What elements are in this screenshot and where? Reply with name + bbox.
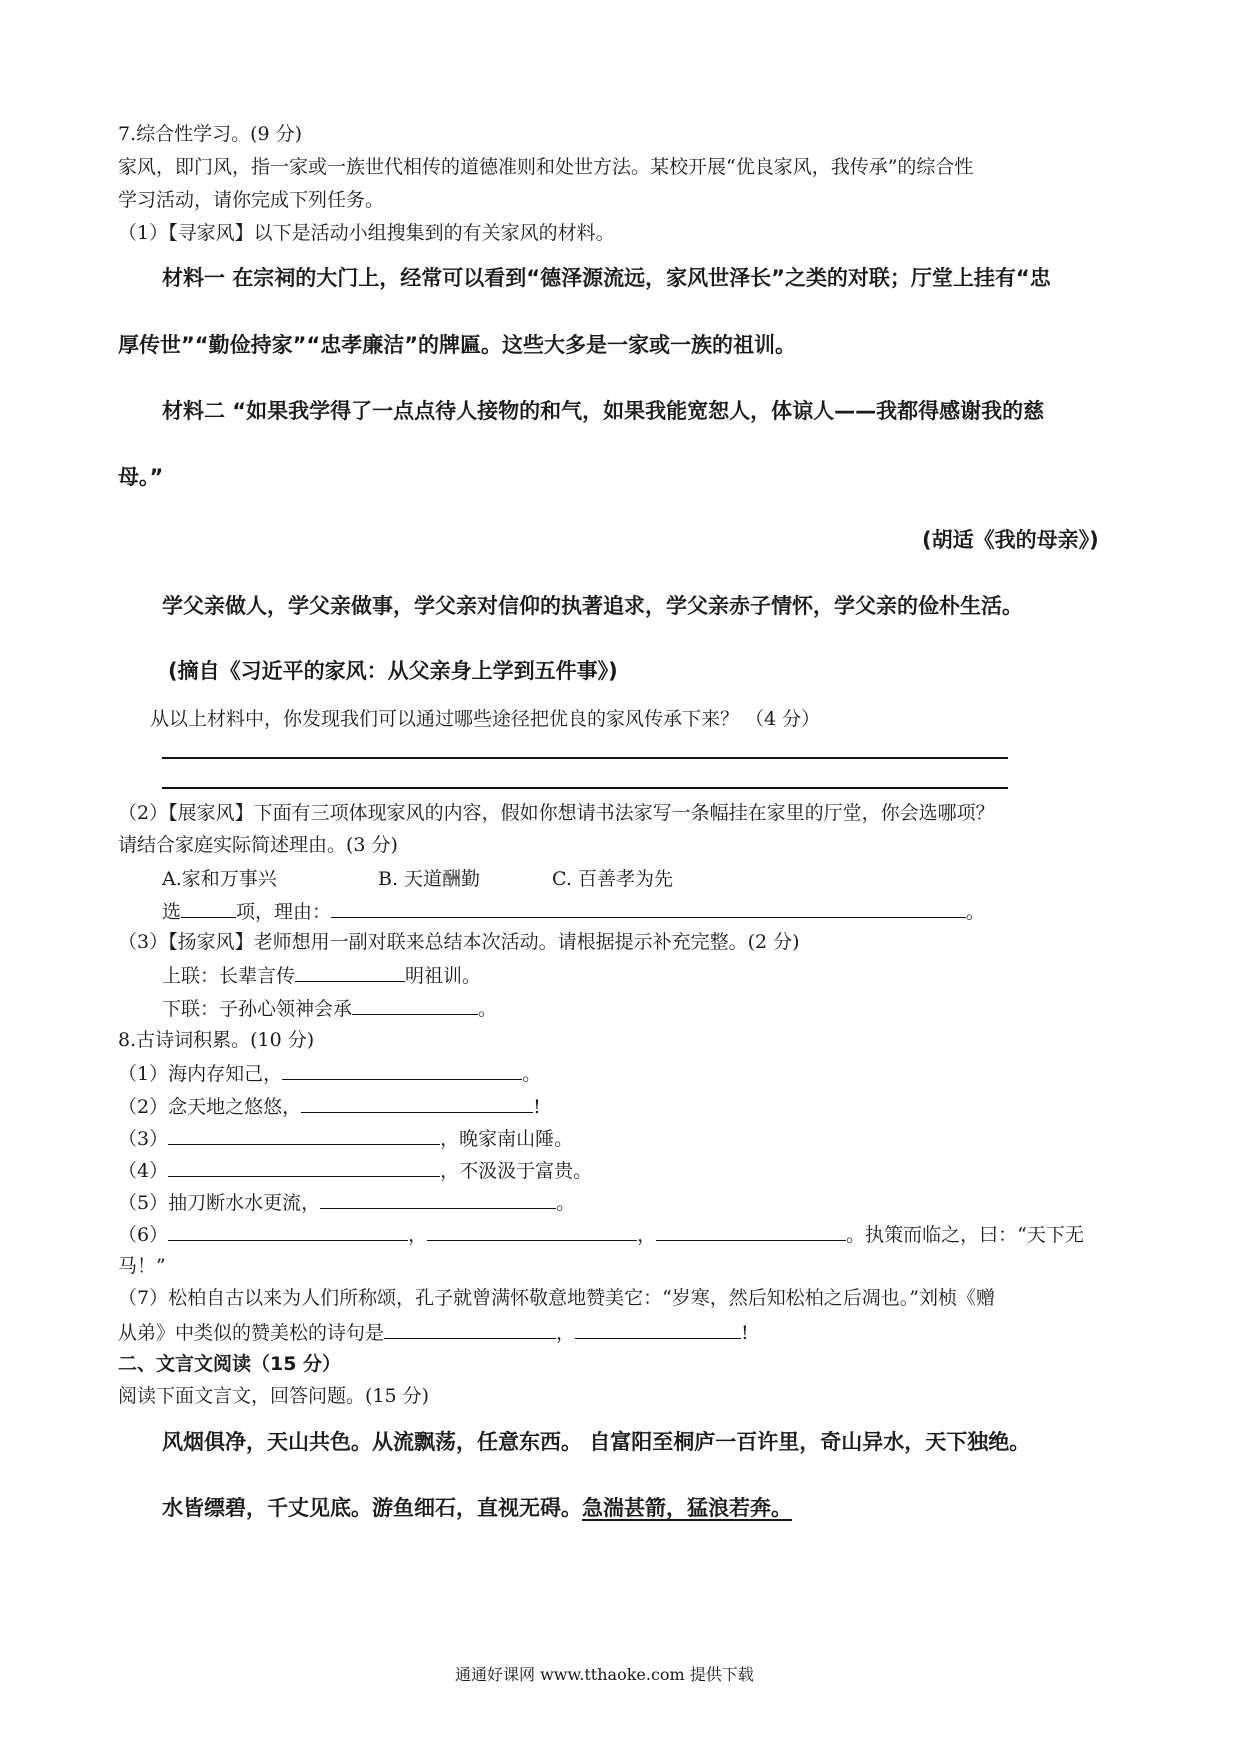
- poem-3-end: ，晚家南山陲。: [440, 1128, 574, 1150]
- poem-2-blank[interactable]: [301, 1092, 533, 1113]
- choose-row: [162, 897, 985, 925]
- poem-7-end: !: [741, 1322, 749, 1344]
- section2-intro: 阅读下面文言文，回答问题。(15 分): [118, 1385, 430, 1407]
- poem-line-5: [118, 1188, 575, 1216]
- answer-line-1[interactable]: [162, 757, 1008, 759]
- q7-title: 7.综合性学习。(9 分): [118, 123, 303, 145]
- answer-line-2[interactable]: [162, 787, 1008, 789]
- option-a: A.家和万事兴: [162, 868, 277, 890]
- poem-line-7-cont: [118, 1318, 749, 1346]
- poem-line-6-cont: 马！”: [118, 1255, 166, 1277]
- poem-4-end: ，不汲汲于富贵。: [440, 1160, 593, 1182]
- poem-6-end: 。执策而临之，曰：“天下无: [846, 1224, 1084, 1246]
- poem-7-sep: ，: [556, 1322, 576, 1344]
- q7-intro-line1: 家风，即门风，指一家或一族世代相传的道德准则和处世方法。某校开展“优良家风，我传承”的综合性: [118, 156, 974, 178]
- poem-4-prompt: （4）: [118, 1160, 169, 1182]
- poem-6-sep-1: ，: [408, 1224, 428, 1246]
- choose-end: 。: [966, 901, 986, 923]
- part2-line1: （2）【展家风】下面有三项体现家风的内容，假如你想请书法家写一条幅挂在家里的厅堂，你会选哪项？: [118, 802, 995, 824]
- material3-source: (摘自《习近平的家风：从父亲身上学到五件事》): [168, 659, 618, 683]
- classical-text-underlined: 急湍甚箭，猛浪若奔。: [582, 1496, 792, 1520]
- q8-title: 8.古诗词积累。(10 分): [118, 1029, 315, 1051]
- poem-line-3: [118, 1124, 573, 1152]
- section2-title: 二、文言文阅读（15 分）: [118, 1353, 342, 1375]
- classical-text-line2-plain: 水皆缥碧，千丈见底。游鱼细石，直视无碍。: [162, 1496, 582, 1520]
- option-b: B. 天道酬勤: [378, 868, 481, 890]
- poem-1-end: 。: [522, 1063, 542, 1085]
- poem-4-blank[interactable]: [168, 1156, 440, 1177]
- q7-part1-heading: （1）【寻家风】以下是活动小组搜集到的有关家风的材料。: [118, 222, 615, 244]
- part3-line: （3）【扬家风】老师想用一副对联来总结本次活动。请根据提示补充完整。(2 分): [118, 931, 800, 953]
- poem-3-blank[interactable]: [168, 1124, 440, 1145]
- couplet-lower: [162, 994, 497, 1022]
- poem-1-blank[interactable]: [282, 1059, 522, 1080]
- poem-6-blank-1[interactable]: [168, 1220, 408, 1241]
- lower-label: 下联：子孙心领神会承: [162, 998, 353, 1020]
- poem-2-prompt: （2）念天地之悠悠，: [118, 1096, 302, 1118]
- poem-5-end: 。: [556, 1192, 576, 1214]
- lower-end: 。: [478, 998, 498, 1020]
- choice-blank[interactable]: [181, 897, 236, 918]
- poem-6-blank-2[interactable]: [427, 1220, 637, 1241]
- q7-intro-line2: 学习活动，请你完成下列任务。: [118, 189, 385, 211]
- poem-7-blank-2[interactable]: [575, 1318, 741, 1339]
- couplet-upper: [162, 961, 481, 989]
- classical-text-line1: 风烟俱净，天山共色。从流飘荡，任意东西。 自富阳至桐庐一百许里，奇山异水，天下独绝。: [162, 1430, 1031, 1454]
- poem-line-6: [118, 1220, 1084, 1248]
- classical-text-line2: [162, 1495, 792, 1521]
- poem-7-prompt: 从弟》中类似的赞美松的诗句是: [118, 1322, 385, 1344]
- poem-3-prompt: （3）: [118, 1128, 169, 1150]
- footer-credit: 通通好课网 www.tthaoke.com 提供下载: [455, 1665, 754, 1684]
- material1-line2: 厚传世”“勤俭持家”“忠孝廉洁”的牌匾。这些大多是一家或一族的祖训。: [118, 333, 797, 357]
- upper-blank[interactable]: [295, 961, 405, 982]
- upper-end: 明祖训。: [405, 965, 482, 987]
- reason-label: 项，理由：: [236, 901, 332, 923]
- poem-6-sep-2: ，: [637, 1224, 657, 1246]
- lower-blank[interactable]: [352, 994, 478, 1015]
- reason-blank[interactable]: [331, 897, 966, 918]
- part2-line2: 请结合家庭实际简述理由。(3 分): [118, 834, 398, 856]
- option-c: C. 百善孝为先: [552, 868, 673, 890]
- poem-line-1: [118, 1059, 541, 1087]
- upper-label: 上联：长辈言传: [162, 965, 296, 987]
- material3-line: 学父亲做人，学父亲做事，学父亲对信仰的执著追求，学父亲赤子情怀，学父亲的俭朴生活。: [162, 594, 1023, 618]
- poem-5-blank[interactable]: [320, 1188, 556, 1209]
- poem-2-end: !: [533, 1096, 541, 1118]
- poem-1-prompt: （1）海内存知己，: [118, 1063, 283, 1085]
- poem-line-7: （7）松柏自古以来为人们所称颂，孔子就曾满怀敬意地赞美它：“岁寒，然后知松柏之后凋也。”刘桢《赠: [118, 1287, 996, 1309]
- poem-6-prompt: （6）: [118, 1224, 169, 1246]
- choose-label: 选: [162, 901, 182, 923]
- poem-line-2: [118, 1092, 541, 1120]
- material1-line1: 材料一 在宗祠的大门上，经常可以看到“德泽源流远，家风世泽长”之类的对联；厅堂上挂有“忠: [162, 266, 1051, 290]
- poem-5-prompt: （5）抽刀断水水更流，: [118, 1192, 321, 1214]
- poem-7-blank-1[interactable]: [384, 1318, 556, 1339]
- material2-line2: 母。”: [118, 465, 164, 489]
- poem-line-4: [118, 1156, 592, 1184]
- poem-6-blank-3[interactable]: [656, 1220, 846, 1241]
- material2-source: (胡适《我的母亲》): [922, 528, 1099, 552]
- part1-question: 从以上材料中，你发现我们可以通过哪些途径把优良的家风传承下来？ （4 分）: [150, 708, 821, 730]
- material2-line1: 材料二 “如果我学得了一点点待人接物的和气，如果我能宽恕人，体谅人——我都得感谢我的慈: [162, 399, 1045, 423]
